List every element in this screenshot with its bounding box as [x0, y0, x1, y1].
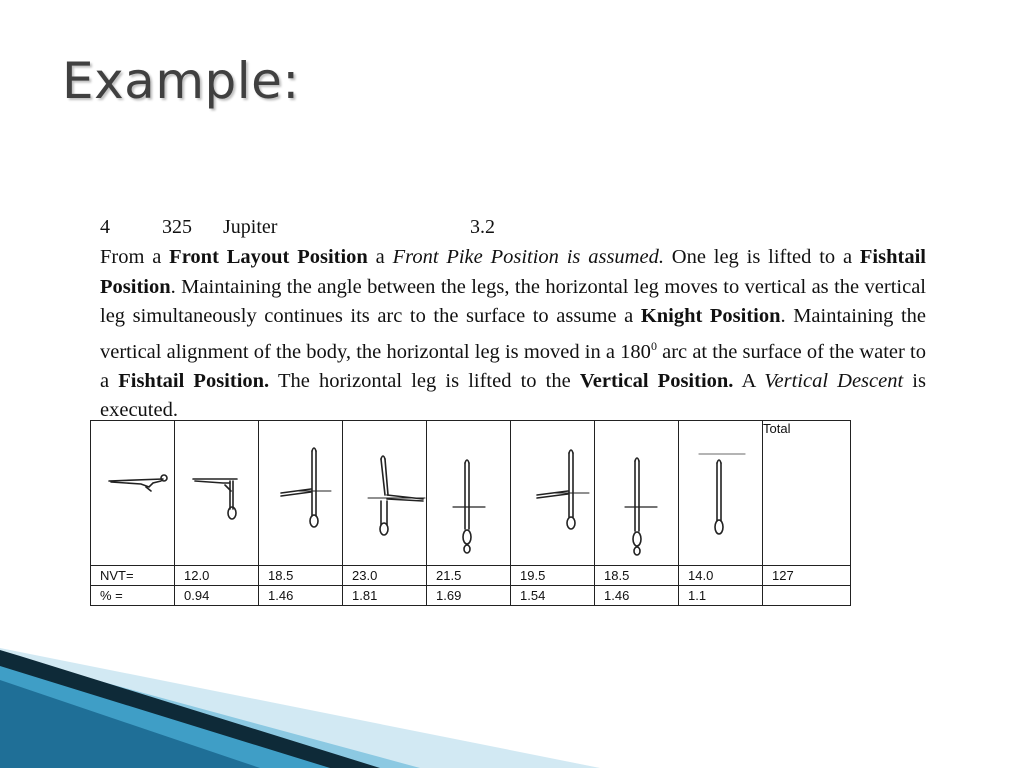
figure-code: 325: [162, 216, 192, 238]
figure-header: [100, 216, 520, 240]
description-segment: From a: [100, 246, 170, 268]
knight-position-figure: [427, 421, 511, 565]
table-row-percent: [91, 586, 851, 606]
percent-total: [763, 586, 851, 606]
nvt-value: 21.5: [427, 566, 511, 586]
figure-cell-1: [91, 421, 175, 566]
nvt-value: 18.5: [259, 566, 343, 586]
slide-title: Example:: [62, 52, 300, 110]
percent-value: 1.69: [427, 586, 511, 606]
description-segment: a: [367, 246, 393, 268]
vertical-position-figure: [595, 421, 679, 565]
description-segment: Vertical Position.: [579, 369, 734, 392]
percent-value: 1.81: [343, 586, 427, 606]
fishtail-figure-2: [511, 421, 595, 565]
description-segment: Front Pike Position is assumed.: [392, 246, 664, 268]
vertical-descent-figure: [679, 421, 763, 565]
nvt-value: 14.0: [679, 566, 763, 586]
nvt-value: 23.0: [343, 566, 427, 586]
front-layout-figure: [91, 421, 175, 565]
figure-images-row: [91, 421, 851, 566]
nvt-value: 12.0: [175, 566, 259, 586]
description-segment: . Maintaining the angle between the legs, the horizontal leg moves to vertical as the vertical leg simultaneously continues its arc to the surface to assume a: [100, 275, 926, 327]
row-label: NVT=: [91, 566, 175, 586]
percent-value: 1.54: [511, 586, 595, 606]
figure-cell-6: [511, 421, 595, 566]
description-segment: Knight Position: [640, 305, 781, 327]
description-segment: Fishtail Position.: [118, 369, 270, 392]
figure-cell-8: [679, 421, 763, 566]
percent-value: 1.46: [595, 586, 679, 606]
percent-value: 1.46: [259, 586, 343, 606]
description-segment: The horizontal leg is lifted to the: [269, 369, 580, 392]
figure-cell-3: [259, 421, 343, 566]
description-segment: . Maintaining the vertical alignment of the body, the horizontal leg is moved in a 180: [100, 305, 927, 363]
description-segment: Vertical Descent: [764, 369, 904, 392]
description-segment: Front Layout Position: [169, 246, 368, 268]
description-segment: 0: [650, 338, 657, 353]
figure-cell-7: [595, 421, 679, 566]
nvt-total: 127: [763, 566, 851, 586]
description-segment: arc at the surface of the water to a: [100, 340, 926, 392]
figure-name: Jupiter: [223, 216, 278, 238]
description-segment: One leg is lifted to a: [663, 246, 860, 268]
table-row-nvt: [91, 566, 851, 586]
description-segment: A: [733, 369, 765, 392]
score-table: [90, 420, 851, 606]
figure-description: [100, 243, 926, 426]
figure-cell-5: [427, 421, 511, 566]
row-label: % =: [91, 586, 175, 606]
description-segment: Fishtail Position: [100, 246, 926, 298]
figure-number: 4: [100, 216, 110, 238]
description-segment: is executed.: [100, 369, 926, 422]
figure-cell-4: [343, 421, 427, 566]
percent-value: 1.1: [679, 586, 763, 606]
nvt-value: 19.5: [511, 566, 595, 586]
slide-corner-decoration: [0, 640, 1024, 768]
percent-value: 0.94: [175, 586, 259, 606]
knight-transition-figure: [343, 421, 427, 565]
fishtail-figure-1: [259, 421, 343, 565]
total-header-cell: Total: [763, 421, 851, 566]
figure-cell-2: [175, 421, 259, 566]
nvt-value: 18.5: [595, 566, 679, 586]
front-pike-figure: [175, 421, 259, 565]
figure-difficulty: 3.2: [470, 216, 495, 238]
